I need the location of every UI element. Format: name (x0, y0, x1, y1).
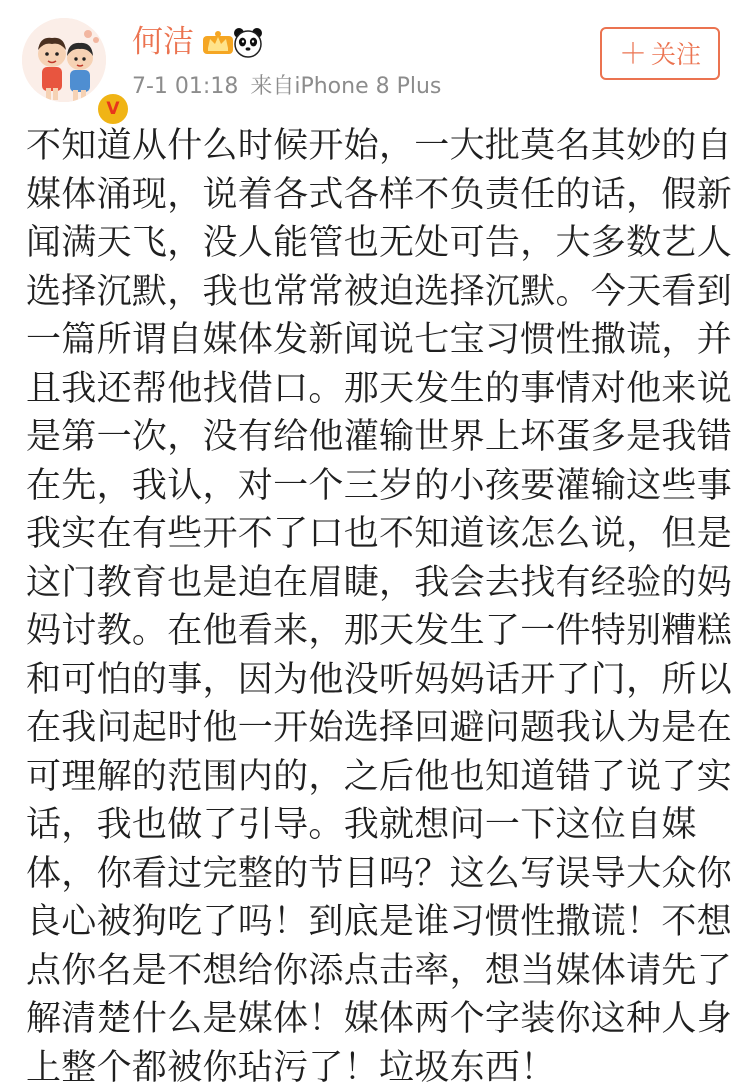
post-text-line: 是第一次，没有给他灌输世界上坏蛋多是我错 (26, 413, 738, 462)
follow-label: 关注 (651, 40, 701, 69)
post-text-line: 选择沉默，我也常常被迫选择沉默。今天看到 (26, 268, 738, 317)
post-text-line: 良心被狗吃了吗！到底是谁习惯性撒谎！不想 (26, 898, 738, 947)
source-prefix: 来自 (250, 74, 294, 99)
post-content (26, 122, 738, 1092)
verified-badge-icon: V (96, 92, 130, 126)
post-text-line: 我实在有些开不了口也不知道该怎么说，但是 (26, 510, 738, 559)
post-text-line: 可理解的范围内的，之后他也知道错了说了实 (26, 753, 738, 802)
post-text-line: 不知道从什么时候开始，一大批莫名其妙的自 (26, 122, 738, 171)
post-time: 7-1 01:18 (132, 74, 238, 99)
post-text-line: 一篇所谓自媒体发新闻说七宝习惯性撒谎，并 (26, 316, 738, 365)
post-text-line: 在先，我认，对一个三岁的小孩要灌输这些事 (26, 462, 738, 511)
follow-button[interactable] (600, 27, 720, 80)
post-text-line: 闻满天飞，没人能管也无处可告，大多数艺人 (26, 219, 738, 268)
post-text-line: 点你名是不想给你添点击率，想当媒体请先了 (26, 947, 738, 996)
post-text-line: 话，我也做了引导。我就想问一下这位自媒 (26, 801, 738, 850)
post-text-line: 体，你看过完整的节目吗？这么写误导大众你 (26, 850, 738, 899)
post-text-line: 妈讨教。在他看来，那天发生了一件特别糟糕 (26, 607, 738, 656)
post-text-line: 解清楚什么是媒体！媒体两个字装你这种人身 (26, 995, 738, 1044)
post-meta (132, 72, 441, 102)
post-text-line: 和可怕的事，因为他没听妈妈话开了门，所以 (26, 656, 738, 705)
post-source: iPhone 8 Plus (294, 74, 441, 99)
panda-icon (232, 26, 264, 58)
post-text-line: 在我问起时他一开始选择回避问题我认为是在 (26, 704, 738, 753)
post-text-line: 这门教育也是迫在眉睫，我会去找有经验的妈 (26, 559, 738, 608)
plus-icon: ＋ (619, 37, 647, 70)
cartoon-children-avatar-icon (22, 18, 106, 102)
post-text-line: 上整个都被你玷污了！垃圾东西！ (26, 1044, 738, 1092)
author-name[interactable]: 何洁 (132, 22, 194, 62)
post-text-line: 且我还帮他找借口。那天发生的事情对他来说 (26, 365, 738, 414)
post-text-line: 媒体涌现，说着各式各样不负责任的话，假新 (26, 171, 738, 220)
crown-icon (201, 28, 235, 56)
avatar[interactable] (22, 18, 106, 102)
